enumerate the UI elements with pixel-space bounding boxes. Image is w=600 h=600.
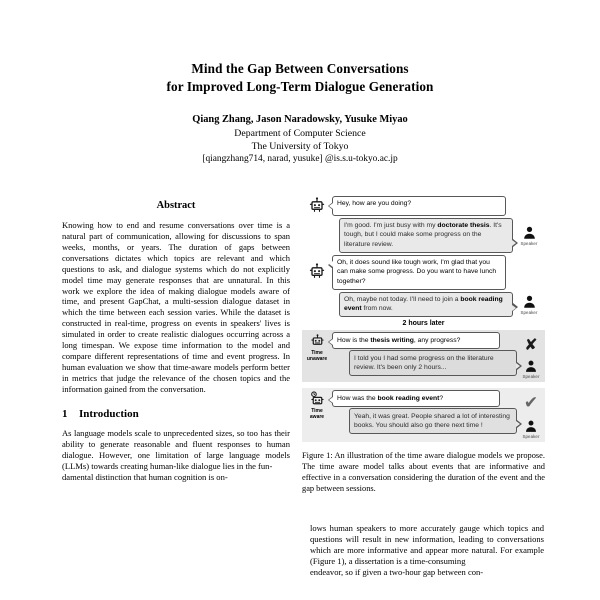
speaker-label: Speaker <box>520 240 538 246</box>
dialogue-turn <box>332 408 517 434</box>
page-title <box>60 60 540 95</box>
eval-messages <box>332 390 517 435</box>
time-aware-block <box>302 388 545 442</box>
title-block <box>60 60 540 165</box>
eval-messages <box>332 332 517 377</box>
dialogue-turn <box>302 218 545 254</box>
dialogue-turn <box>302 255 545 291</box>
tag-line-1: Time <box>311 349 323 356</box>
dialogue-turn <box>302 196 545 216</box>
section-title: Introduction <box>79 407 139 420</box>
dialogue-turn <box>332 332 517 348</box>
intro-text-left: As language models scale to unprecedented sizes, so too has their ability to generate reasonable and fluent responses to human dialogue. However, one limitation of large language models (LLMs) towards creating human-like dialogue lies in the fun- <box>62 427 290 471</box>
section-number: 1 <box>62 407 68 420</box>
speaker-label: Speaker <box>522 373 540 379</box>
figure-caption: Figure 1: An illustration of the time aware dialogue models we propose. The time aware model talks about events that are informative and effective in a conversation considering the duration of the event and the gap between sessions. <box>302 450 545 493</box>
eval-row-bot <box>302 332 545 379</box>
time-unaware-tag <box>302 332 332 362</box>
message-segment: ? <box>439 394 444 402</box>
message-segment: . It's tough, but I could make some progress on the literature review. <box>344 221 502 248</box>
author-list: Qiang Zhang, Jason Naradowsky, Yusuke Miyao <box>192 114 408 126</box>
message-segment: , any progress? <box>413 336 461 344</box>
user-message-bubble <box>339 218 513 254</box>
speaker-label: Speaker <box>520 309 538 315</box>
person-icon <box>522 359 539 379</box>
bot-message-bubble <box>332 332 500 348</box>
intro-text-right: lows human speakers to more accurately gauge which topics and questions will result in new information, leading to conversations which are more informative and appear more natural. For example (Figure 1), a dissertation is a time-consuming <box>310 523 544 566</box>
dialogue-session-one <box>302 196 545 317</box>
message-segment: from now. <box>361 305 393 313</box>
section-heading-introduction <box>62 408 290 420</box>
user-avatar <box>513 218 545 254</box>
person-icon <box>522 419 539 439</box>
message-segment: Yeah, it was great. People shared a lot of interesting books. You should also go there next time ! <box>354 412 510 430</box>
message-segment-bold: book reading event <box>344 295 503 313</box>
dialogue-turn <box>332 390 517 406</box>
affiliation-line-2: The University of Tokyo <box>251 140 349 152</box>
message-segment: How is the <box>337 336 371 344</box>
intro-paragraph-left <box>62 428 290 483</box>
user-message-bubble <box>339 292 513 318</box>
check-mark-icon: ✔ <box>523 393 539 413</box>
user-message-bubble <box>349 350 517 376</box>
right-column <box>310 523 544 578</box>
cross-mark-icon: ✘ <box>524 337 538 355</box>
time-gap-label: 2 hours later <box>402 319 445 327</box>
tag-line-2: aware <box>309 413 325 420</box>
person-icon <box>520 225 537 246</box>
affiliation <box>60 127 540 153</box>
verdict-column <box>517 332 545 379</box>
time-unaware-block <box>302 330 545 382</box>
eval-row-bot <box>302 390 545 439</box>
message-segment: How was the <box>337 394 378 402</box>
dialogue-turn <box>332 350 517 376</box>
title-line-2: for Improved Long-Term Dialogue Generation <box>166 78 434 94</box>
robot-icon <box>307 196 327 216</box>
person-icon <box>520 294 537 315</box>
verdict-column <box>517 390 545 439</box>
message-segment: I'm good. I'm just busy with my <box>344 221 438 229</box>
time-unaware-label <box>307 351 327 363</box>
speaker-label: Speaker <box>522 433 540 439</box>
time-aware-tag <box>302 390 332 420</box>
intro-paragraph-right <box>310 523 544 578</box>
affiliation-line-1: Department of Computer Science <box>234 127 366 139</box>
robot-clock-icon <box>309 391 326 408</box>
message-segment-bold: doctorate thesis <box>437 221 490 229</box>
bot-message-bubble <box>332 255 506 291</box>
message-segment: Oh, maybe not today. I'll need to join a <box>344 295 461 303</box>
intro-text-right-cut: endeavor, so if given a two-hour gap between con- <box>310 566 484 577</box>
user-avatar <box>513 292 545 318</box>
title-line-1: Mind the Gap Between Conversations <box>191 61 409 76</box>
message-segment-bold: thesis writing <box>370 336 414 344</box>
tag-line-1: Time <box>311 407 323 414</box>
robot-icon <box>307 262 327 282</box>
author-email: [qiangzhang714, narad, yusuke] @is.s.u-tokyo.ac.jp <box>202 153 398 164</box>
message-segment-bold: book reading event <box>377 394 440 402</box>
user-message-bubble <box>349 408 517 434</box>
abstract-heading: Abstract <box>156 200 196 211</box>
tag-line-2: unaware <box>306 355 328 362</box>
figure-1 <box>302 196 545 495</box>
dialogue-turn <box>302 292 545 318</box>
abstract-text: Knowing how to end and resume conversations over time is a natural part of communication, allowing for discussions to span weeks, months, or years. The duration of gaps between conversations dictates which topics are relevant and which questions to ask, and dialogue systems which do not explicitly model time may generate responses that are unnatural. In this work we explore the idea of making dialogue models aware of time, and present GapChat, a multi-session dialogue dataset in which the time between each session varies. While the dataset is constructed in real-time, progress on events in speakers' lives is simulated in order to create realistic dialogues occurring across a long timespan. We expose time information to the model and compare different representations of time and event progress. In human evaluation we show that time-aware models perform better in metrics that judge the relevance of the chosen topics and the information gained from the conversation. <box>62 220 290 394</box>
message-segment: Hey, how are you doing? <box>337 200 412 208</box>
message-segment: I told you I had some progress on the literature review. It's been only 2 hours... <box>354 354 494 372</box>
time-aware-label <box>310 409 324 421</box>
figure-1-graphic <box>302 196 545 442</box>
bot-message-bubble <box>332 390 500 406</box>
robot-icon <box>309 333 326 350</box>
bot-message-bubble <box>332 196 506 216</box>
intro-text-left-cut: damental distinction that human cognition is on- <box>62 471 228 482</box>
left-column <box>62 200 290 483</box>
message-segment: Oh, it does sound like tough work, I'm glad that you can make some progress. Do you want to have lunch together? <box>337 258 497 285</box>
